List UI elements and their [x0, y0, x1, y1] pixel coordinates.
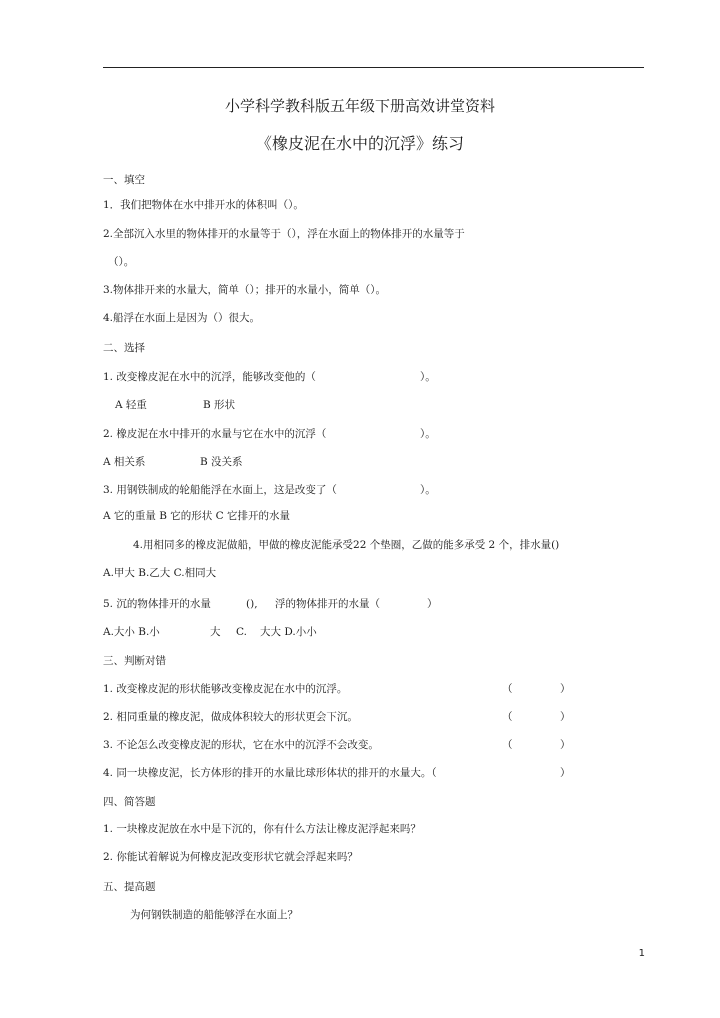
- choice-question-4-options: A.甲大 B.乙大 C.相同大: [103, 567, 217, 579]
- section-judge-heading: 三、判断对错: [103, 655, 166, 667]
- page-number: 1: [638, 948, 645, 959]
- advanced-question-1: 为何钢铁制造的船能够浮在水面上？: [130, 909, 298, 921]
- document-title: 《橡皮泥在水中的沉浮》练习: [255, 134, 464, 153]
- judge-question-3-open: （: [502, 739, 513, 751]
- section-choice-heading: 二、选择: [103, 342, 145, 354]
- fill-question-1: 1．我们把物体在水中排开水的体积叫（）。: [103, 199, 304, 211]
- fill-question-4: 4.船浮在水面上是因为（）很大。: [103, 312, 261, 324]
- choice-question-5-option-1: A.大小 B.小: [103, 626, 160, 638]
- fill-question-3: 3.物体排开来的水量大，简单（）；排开的水量小，简单（）。: [103, 284, 387, 296]
- choice-question-2-option-a: A 相关系: [103, 456, 146, 468]
- choice-question-5-second: 浮的物体排开的水量（: [275, 598, 380, 610]
- judge-question-3-close: ）: [560, 739, 571, 751]
- judge-question-1-open: （: [502, 683, 513, 695]
- choice-question-4: 4.用相同多的橡皮泥做船，甲做的橡皮泥能承受22 个垫圈，乙做的能多承受 2 个，排水量(): [133, 539, 560, 551]
- choice-question-1-bracket: ）。: [420, 371, 436, 383]
- judge-question-1: 1. 改变橡皮泥的形状能够改变橡皮泥在水中的沉浮。: [103, 683, 348, 695]
- judge-question-2-close: ）: [560, 711, 571, 723]
- choice-question-5-option-3: C.: [236, 626, 247, 638]
- short-question-2: 2. 你能试着解说为何橡皮泥改变形状它就会浮起来吗？: [103, 851, 358, 863]
- choice-question-2: 2. 橡皮泥在水中排开的水量与它在水中的沉浮（: [103, 428, 327, 440]
- judge-question-2: 2. 相同重量的橡皮泥，做成体积较大的形状更会下沉。: [103, 711, 358, 723]
- document-subtitle: 小学科学教科版五年级下册高效讲堂资料: [224, 97, 495, 115]
- header-rule: [103, 67, 644, 68]
- short-question-1: 1. 一块橡皮泥放在水中是下沉的，你有什么方法让橡皮泥浮起来吗？: [103, 823, 421, 835]
- section-fill-heading: 一、填空: [103, 174, 145, 186]
- choice-question-2-option-b: B 没关系: [200, 456, 243, 468]
- choice-question-3-bracket: ）。: [420, 484, 436, 496]
- choice-question-2-bracket: ）。: [420, 428, 436, 440]
- choice-question-3: 3. 用钢铁制成的轮船能浮在水面上，这是改变了（: [103, 484, 337, 496]
- choice-question-1-option-b: B 形状: [203, 399, 236, 411]
- choice-question-5-blank: (),: [246, 598, 258, 610]
- choice-question-5: 5. 沉的物体排开的水量: [103, 598, 211, 610]
- judge-question-4-close: ）: [560, 767, 571, 779]
- choice-question-5-option-4: 大大 D.小小: [260, 626, 317, 638]
- choice-question-1: 1. 改变橡皮泥在水中的沉浮，能够改变他的（: [103, 371, 316, 383]
- choice-question-1-option-a: A 轻重: [115, 399, 147, 411]
- choice-question-5-bracket: ）: [427, 598, 438, 610]
- fill-question-2-continued: （）。: [108, 256, 135, 268]
- judge-question-1-close: ）: [560, 683, 571, 695]
- fill-question-2: 2.全部沉入水里的物体排开的水量等于（），浮在水面上的物体排开的水量等于: [103, 228, 465, 240]
- choice-question-5-option-2: 大: [210, 626, 221, 638]
- judge-question-4: 4. 同一块橡皮泥，长方体形的排开的水量比球形体状的排开的水量大。（: [103, 767, 437, 779]
- choice-question-3-options: A 它的重量 B 它的形状 C 它排开的水量: [103, 510, 291, 522]
- judge-question-2-open: （: [502, 711, 513, 723]
- section-advanced-heading: 五、提高题: [103, 881, 156, 893]
- judge-question-3: 3. 不论怎么改变橡皮泥的形状，它在水中的沉浮不会改变。: [103, 739, 379, 751]
- section-short-heading: 四、简答题: [103, 796, 156, 808]
